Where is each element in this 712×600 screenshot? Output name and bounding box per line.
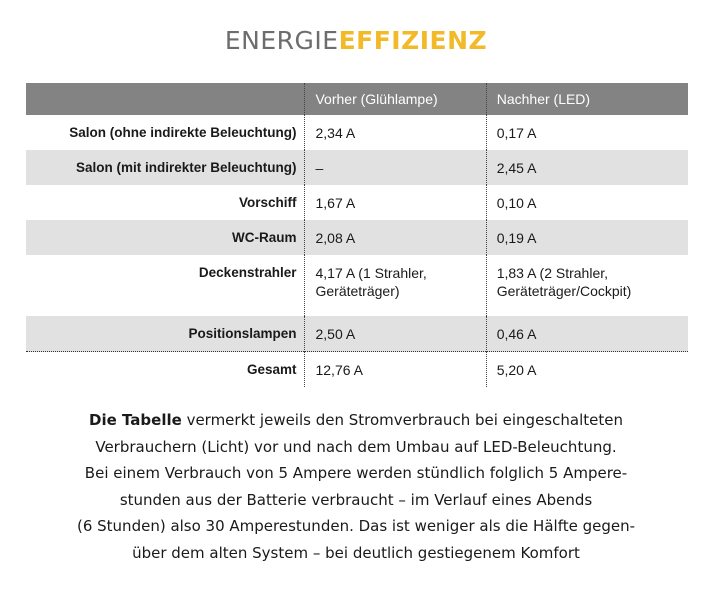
caption-line-2: Verbrauchern (Licht) vor und nach dem Umbau auf LED-Beleuchtung. <box>95 437 617 456</box>
caption-line-6: über dem alten System – bei deutlich gestiegenem Komfort <box>132 543 580 562</box>
caption-line-3: Bei einem Verbrauch von 5 Ampere werden stündlich folglich 5 Ampere- <box>84 464 628 482</box>
vorher-value: 2,08 A <box>305 220 486 255</box>
table-row <box>26 115 688 150</box>
table-row-total <box>26 352 688 388</box>
nachher-value: 0,10 A <box>486 185 688 220</box>
table-row <box>26 185 688 220</box>
nachher-value-line2: Geräteträger/Cockpit) <box>496 283 632 299</box>
table-row <box>26 316 688 352</box>
vorher-value <box>305 255 486 316</box>
caption-line-5: (6 Stunden) also 30 Amperestunden. Das ist weniger als die Hälfte gegen- <box>76 517 636 535</box>
nachher-value: 5,20 A <box>486 352 688 388</box>
row-label: Gesamt <box>26 352 305 388</box>
header-nachher: Nachher (LED) <box>486 83 688 115</box>
table-header-row <box>26 83 688 115</box>
header-empty-cell <box>26 83 305 115</box>
nachher-value <box>486 255 688 316</box>
table-row <box>26 220 688 255</box>
caption-line-1 <box>30 407 682 434</box>
vorher-value: 2,50 A <box>305 316 486 352</box>
vorher-value: 2,34 A <box>305 115 486 150</box>
row-label: Positionslampen <box>26 316 305 352</box>
nachher-value: 2,45 A <box>486 150 688 185</box>
caption-line-4: stunden aus der Batterie verbraucht – im Verlauf eines Abends <box>119 490 593 509</box>
caption-bold-lead: Die Tabelle <box>89 411 182 429</box>
vorher-value: 12,76 A <box>305 352 486 388</box>
row-label: Vorschiff <box>238 195 297 210</box>
row-label: WC-Raum <box>26 220 305 255</box>
table-row <box>26 150 688 185</box>
caption-line-1-text: vermerkt jeweils den Stromverbrauch bei eingeschalteten <box>181 411 623 429</box>
caption-text <box>30 407 682 566</box>
nachher-value-line1: 1,83 A (2 Strahler, <box>496 265 609 281</box>
page-title <box>0 26 712 55</box>
energy-table <box>26 83 688 387</box>
nachher-value: 0,46 A <box>486 316 688 352</box>
title-part-effizienz: EFFIZIENZ <box>338 26 488 55</box>
title-part-energie: ENERGIE <box>224 26 339 55</box>
vorher-value: – <box>305 150 486 185</box>
row-label: Deckenstrahler <box>198 265 297 280</box>
table-row <box>26 255 688 316</box>
row-label: Salon (mit indirekter Beleuchtung) <box>26 150 305 185</box>
vorher-value-line2: Geräteträger) <box>315 283 400 299</box>
vorher-value-line1: 4,17 A (1 Strahler, <box>315 265 427 281</box>
vorher-value: 1,67 A <box>305 185 486 220</box>
row-label: Salon (ohne indirekte Beleuchtung) <box>69 125 297 140</box>
header-vorher: Vorher (Glühlampe) <box>305 83 486 115</box>
nachher-value: 0,17 A <box>486 115 688 150</box>
nachher-value: 0,19 A <box>486 220 688 255</box>
